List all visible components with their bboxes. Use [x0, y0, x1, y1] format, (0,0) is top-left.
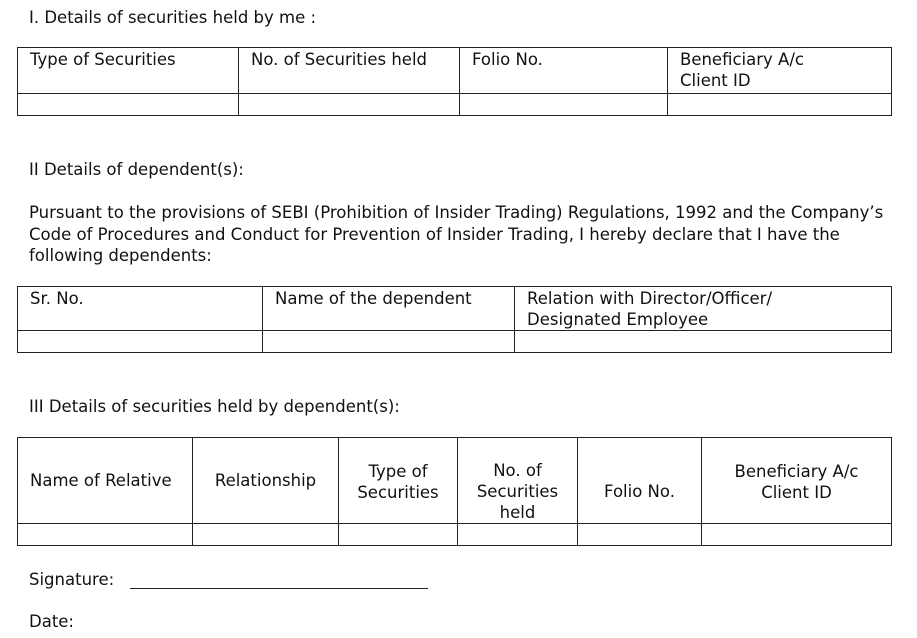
dependent-securities-table	[17, 437, 892, 546]
column-header-folio-no: Folio No.	[578, 438, 702, 524]
table-row	[18, 94, 892, 116]
table-cell[interactable]	[578, 524, 702, 546]
table-row	[18, 331, 892, 353]
table-header-row	[18, 287, 892, 331]
column-header-dependent-name: Name of the dependent	[263, 287, 515, 331]
date-label: Date:	[29, 612, 74, 631]
section-3-heading: III Details of securities held by dependent(s):	[29, 397, 400, 416]
declaration-paragraph: Pursuant to the provisions of SEBI (Prohibition of Insider Trading) Regulations, 1992 and the Company’s Code of Procedures and Conduct for Prevention of Insider Trading, I hereby declare that I have the following dependents:	[29, 203, 884, 265]
table-cell[interactable]	[18, 94, 239, 116]
column-header-beneficiary-client-id: Beneficiary A/c Client ID	[702, 438, 892, 524]
column-header-relation: Relation with Director/Officer/ Designated Employee	[515, 287, 892, 331]
table-row	[18, 524, 892, 546]
column-header-relationship: Relationship	[193, 438, 339, 524]
column-header-folio-no: Folio No.	[460, 48, 668, 94]
column-header-name-of-relative: Name of Relative	[18, 438, 193, 524]
column-header-no-of-securities-held: No. of Securities held	[458, 438, 578, 524]
table-header-row	[18, 438, 892, 524]
table-cell[interactable]	[263, 331, 515, 353]
column-header-type-of-securities: Type of Securities	[339, 438, 458, 524]
table-cell[interactable]	[18, 331, 263, 353]
table-cell[interactable]	[18, 524, 193, 546]
column-header-beneficiary-client-id: Beneficiary A/c Client ID	[668, 48, 892, 94]
table-header-row	[18, 48, 892, 94]
column-header-no-of-securities: No. of Securities held	[239, 48, 460, 94]
table-cell[interactable]	[239, 94, 460, 116]
section-1-heading: I. Details of securities held by me :	[29, 8, 317, 27]
section-2-heading: II Details of dependent(s):	[29, 160, 244, 179]
dependents-table	[17, 286, 892, 353]
table-cell[interactable]	[339, 524, 458, 546]
table-cell[interactable]	[515, 331, 892, 353]
column-header-type-of-securities: Type of Securities	[18, 48, 239, 94]
table-cell[interactable]	[668, 94, 892, 116]
table-cell[interactable]	[702, 524, 892, 546]
signature-label: Signature:	[29, 570, 115, 589]
securities-held-table	[17, 47, 892, 116]
signature-line[interactable]	[130, 588, 428, 589]
column-header-sr-no: Sr. No.	[18, 287, 263, 331]
table-cell[interactable]	[458, 524, 578, 546]
table-cell[interactable]	[193, 524, 339, 546]
table-cell[interactable]	[460, 94, 668, 116]
